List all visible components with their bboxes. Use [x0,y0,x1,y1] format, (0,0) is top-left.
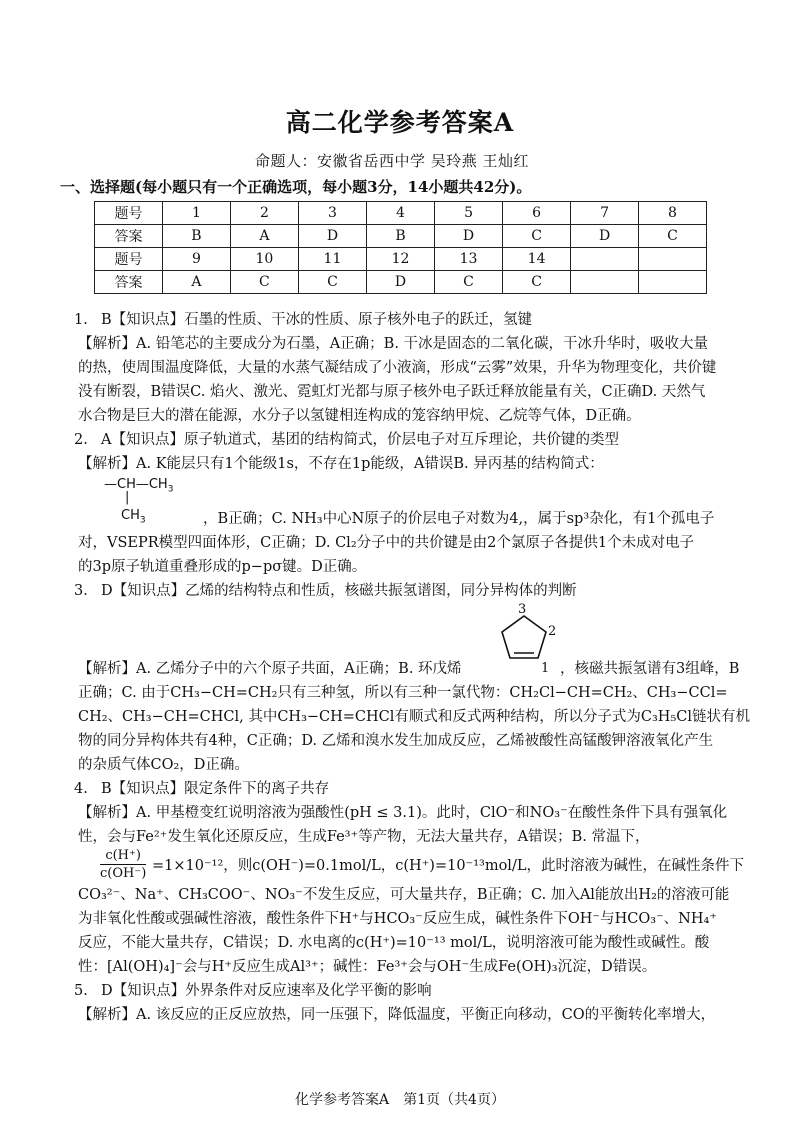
table-cell [639,271,707,294]
ring-label-2: 2 [548,624,557,639]
table-cell: C [230,271,298,294]
explanation-line: ，B正确；C. NH₃中心N原子的价层电子对数为4,，属于sp³杂化，有1个孤电子 [203,511,715,527]
table-cell: 7 [571,202,639,225]
explanation-line: 没有断裂，B错误C. 焰火、激光、霓虹灯光都与原子核外电子跃迁释放能量有关，C正确D. 天然气 [78,384,706,400]
table-cell: B [162,225,230,248]
explanation-line: 正确；C. 由于CH₃−CH=CH₂只有三种氢，所以有三种一氯代物：CH₂Cl−CH=CH₂、CH₃−CCl= [78,685,728,701]
table-row-header: 答案 [95,225,163,248]
explanation-line: 水合物是巨大的潜在能源，水分子以氢键相连构成的笼容纳甲烷、乙烷等气体，D正确。 [78,408,641,424]
ring-label-3: 3 [518,602,527,617]
explanation-line: 的杂质气体CO₂，D正确。 [78,757,249,773]
explanation-line: 对，VSEPR模型四面体形，C正确；D. Cl₂分子中的共价键是由2个氯原子各提供1个未成对电子 [78,535,695,551]
table-cell: C [639,225,707,248]
table-cell: 5 [435,202,503,225]
section-heading: 一、选择题(每小题只有一个正确选项，每小题3分，14小题共42分)。 [60,178,532,196]
table-cell: A [230,225,298,248]
question-number: 5. [74,983,88,999]
table-cell: 10 [230,248,298,271]
page-title: 高二化学参考答案A [285,108,515,137]
explanation-line: 【解析】A. 甲基橙变红说明溶液为强酸性(pH ≤ 3.1)。此时，ClO⁻和NO₃⁻在酸性条件下具有强氧化 [78,805,728,821]
fraction-numerator: c(H⁺) [100,847,146,865]
explanation-line: 性：[Al(OH)₄]⁻会与H⁺反应生成Al³⁺；碱性：Fe³⁺会与OH⁻生成Fe(OH)₃沉淀，D错误。 [78,959,657,975]
table-row [95,225,707,248]
isopropyl-structure-bottom: $CH_3$ [121,508,146,526]
explanation-line: ，核磁共振氢谱有3组峰，B [560,661,740,677]
table-cell: D [435,225,503,248]
knowledge-point: A【知识点】原子轨道式，基团的结构简式，价层电子对互斥理论，共价键的类型 [101,432,619,448]
table-row [95,248,707,271]
explanation-line: 为非氧化性酸或强碱性溶液，酸性条件下H⁺与HCO₃⁻反应生成，碱性条件下OH⁻与HCO₃⁻、NH₄⁺ [78,911,717,927]
explanation-line: 性，会与Fe²⁺发生氧化还原反应，生成Fe³⁺等产物，无法大量共存，A错误；B. 常温下， [78,829,650,845]
knowledge-point: B【知识点】石墨的性质、干冰的性质、原子核外电子的跃迁，氢键 [101,312,533,328]
table-cell: C [503,271,571,294]
table-cell: 4 [366,202,434,225]
explanation-line: 【解析】A. 铅笔芯的主要成分为石墨，A正确；B. 干冰是固态的二氧化碳，干冰升华时，吸收大量 [78,336,709,352]
concentration-ratio-fraction [100,847,146,882]
explanation-line: 【解析】A. K能层只有1个能级1s，不存在1p能级，A错误B. 异丙基的结构简式： [78,456,604,472]
page-footer: 化学参考答案A 第1页（共4页） [295,1092,505,1108]
knowledge-point: D【知识点】外界条件对反应速率及化学平衡的影响 [101,983,432,999]
table-cell: 6 [503,202,571,225]
table-cell: 13 [435,248,503,271]
table-cell: D [366,271,434,294]
question-number: 1. [74,312,88,328]
question-number: 2. [74,432,88,448]
table-cell: 11 [298,248,366,271]
table-row-header: 题号 [95,202,163,225]
table-cell: B [366,225,434,248]
table-cell: 9 [162,248,230,271]
table-cell: 8 [639,202,707,225]
explanation-line: 的热，使周围温度降低，大量的水蒸气凝结成了小液滴，形成“云雾”效果，升华为物理变化，共价键 [78,360,717,376]
table-cell: 3 [298,202,366,225]
table-row-header: 题号 [95,248,163,271]
explanation-line: 物的同分异构体共有4种，C正确；D. 乙烯和溴水发生加成反应，乙烯被酸性高锰酸钾溶液氧化产生 [78,733,714,749]
table-cell: 12 [366,248,434,271]
table-row [95,202,707,225]
explanation-line: CH₂、CH₃−CH=CHCl, 其中CH₃−CH=CHCl有顺式和反式两种结构，所以分子式为C₃H₅Cl链状有机 [78,709,750,725]
explanation-line: =1×10⁻¹²，则c(OH⁻)=0.1mol/L，c(H⁺)=10⁻¹³mol/L，此时溶液为碱性，在碱性条件下 [152,858,744,874]
table-cell: 2 [230,202,298,225]
question-number: 4. [74,781,88,797]
table-cell: A [162,271,230,294]
isopropyl-structure-bond: | [125,490,130,505]
isopropyl-structure-top: $—CH—CH_3$ [104,477,174,495]
knowledge-point: D【知识点】乙烯的结构特点和性质，核磁共振氢谱图，同分异构体的判断 [101,583,577,599]
table-cell [639,248,707,271]
explanation-line: 【解析】A. 该反应的正反应放热，同一压强下，降低温度，平衡正向移动，CO的平衡转化率增大， [78,1007,716,1023]
author-line: 命题人：安徽省岳西中学 吴玲燕 王灿红 [255,152,530,170]
table-cell: D [571,225,639,248]
ring-label-1: 1 [541,661,550,676]
table-cell: C [435,271,503,294]
table-cell: D [298,225,366,248]
question-number: 3. [74,583,88,599]
explanation-line: CO₃²⁻、Na⁺、CH₃COO⁻、NO₃⁻不发生反应，可大量共存，B正确；C. 加入Al能放出H₂的溶液可能 [78,887,730,903]
explanation-line: 反应，不能大量共存，C错误；D. 水电离的c(H⁺)=10⁻¹³ mol/L，说明溶液可能为酸性或碱性。酸 [78,935,710,951]
table-cell [571,271,639,294]
fraction-denominator: c(OH⁻) [100,866,147,881]
table-cell: C [298,271,366,294]
table-row [95,271,707,294]
knowledge-point: B【知识点】限定条件下的离子共存 [101,781,330,797]
explanation-line: 【解析】A. 乙烯分子中的六个原子共面，A正确；B. 环戊烯 [78,661,462,677]
table-cell [571,248,639,271]
table-cell: 14 [503,248,571,271]
table-cell: C [503,225,571,248]
explanation-line: 的3p原子轨道重叠形成的p−pσ键。D正确。 [78,559,367,575]
table-row-header: 答案 [95,271,163,294]
table-cell: 1 [162,202,230,225]
answer-table [94,201,707,294]
